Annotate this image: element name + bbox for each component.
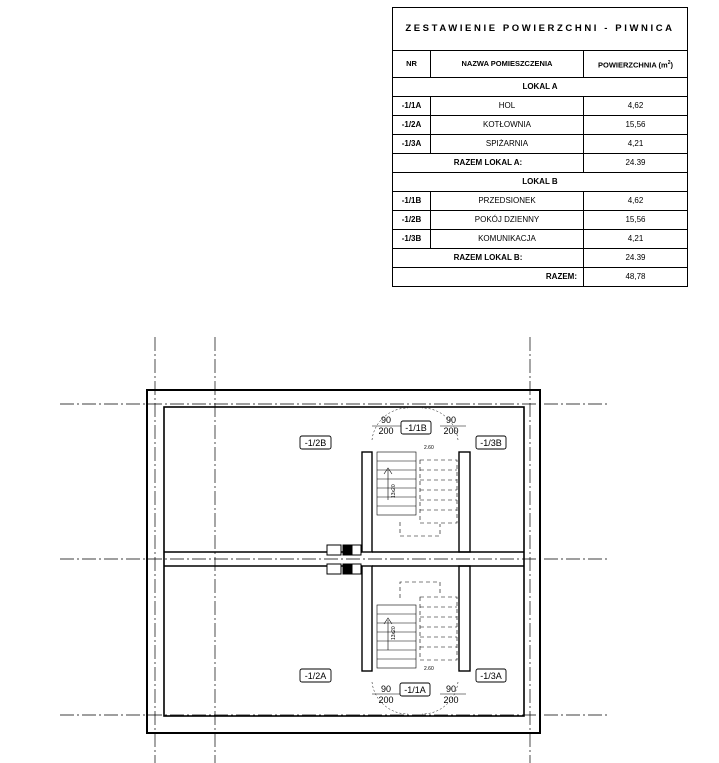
row-area: 15,56	[584, 211, 688, 230]
row-area: 15,56	[584, 116, 688, 135]
col-header-name: NAZWA POMIESZCZENIA	[431, 51, 584, 78]
room-tag-r1b: -1/1B	[405, 423, 427, 433]
door-width-top-right: 90	[445, 415, 457, 425]
room-tag-frames	[300, 421, 506, 696]
row-nr: -1/3A	[393, 135, 431, 154]
row-name: SPIŻARNIA	[431, 135, 584, 154]
row-nr: -1/1A	[393, 97, 431, 116]
interior-walls	[164, 452, 524, 671]
stairs-bottom	[377, 582, 457, 668]
stairs-top	[377, 452, 457, 536]
row-nr: -1/3B	[393, 230, 431, 249]
door-width-bottom-left: 90	[380, 684, 392, 694]
table-title: ZESTAWIENIE POWIERZCHNI - PIWNICA	[393, 8, 688, 51]
stair-level-bottom: 2.60	[424, 666, 434, 672]
row-name: POKÓJ DZIENNY	[431, 211, 584, 230]
room-tag-r3b: -1/3B	[480, 438, 502, 448]
door-height-top-left: 200	[378, 426, 394, 436]
sum-lokal-b-value: 24.39	[584, 249, 688, 268]
sum-lokal-b-label: RAZEM LOKAL B:	[393, 249, 584, 268]
row-nr: -1/2A	[393, 116, 431, 135]
room-tag-r2b: -1/2B	[304, 438, 327, 448]
stair-level-top: 2.60	[424, 445, 434, 451]
total-label: RAZEM:	[393, 268, 584, 287]
door-height-bottom-right: 200	[443, 695, 459, 705]
sum-lokal-a-label: RAZEM LOKAL A:	[393, 154, 584, 173]
row-nr: -1/1B	[393, 192, 431, 211]
row-name: PRZEDSIONEK	[431, 192, 584, 211]
door-dim-lines	[372, 426, 466, 694]
row-name: KOTŁOWNIA	[431, 116, 584, 135]
total-value: 48,78	[584, 268, 688, 287]
wall-vents	[327, 545, 361, 574]
room-tag-r2a: -1/2A	[304, 671, 327, 681]
row-name: HOL	[431, 97, 584, 116]
row-name: KOMUNIKACJA	[431, 230, 584, 249]
door-height-top-right: 200	[443, 426, 459, 436]
door-width-bottom-right: 90	[445, 684, 457, 694]
room-tag-r3a: -1/3A	[480, 671, 502, 681]
col-header-area: POWIERZCHNIA $(m^2)$	[584, 51, 688, 78]
row-area: 4,21	[584, 135, 688, 154]
row-area: 4,62	[584, 97, 688, 116]
col-header-nr: NR	[393, 51, 431, 78]
row-area: 4,21	[584, 230, 688, 249]
section-lokal-a: LOKAL A	[393, 78, 688, 97]
sum-lokal-a-value: 24.39	[584, 154, 688, 173]
row-area: 4,62	[584, 192, 688, 211]
room-tag-r1a: -1/1A	[404, 685, 426, 695]
door-height-bottom-left: 200	[378, 695, 394, 705]
section-lokal-b: LOKAL B	[393, 173, 688, 192]
door-width-top-left: 90	[380, 415, 392, 425]
stair-run-top: 13x20	[391, 484, 397, 498]
stair-run-bottom: 13x20	[391, 626, 397, 640]
row-nr: -1/2B	[393, 211, 431, 230]
